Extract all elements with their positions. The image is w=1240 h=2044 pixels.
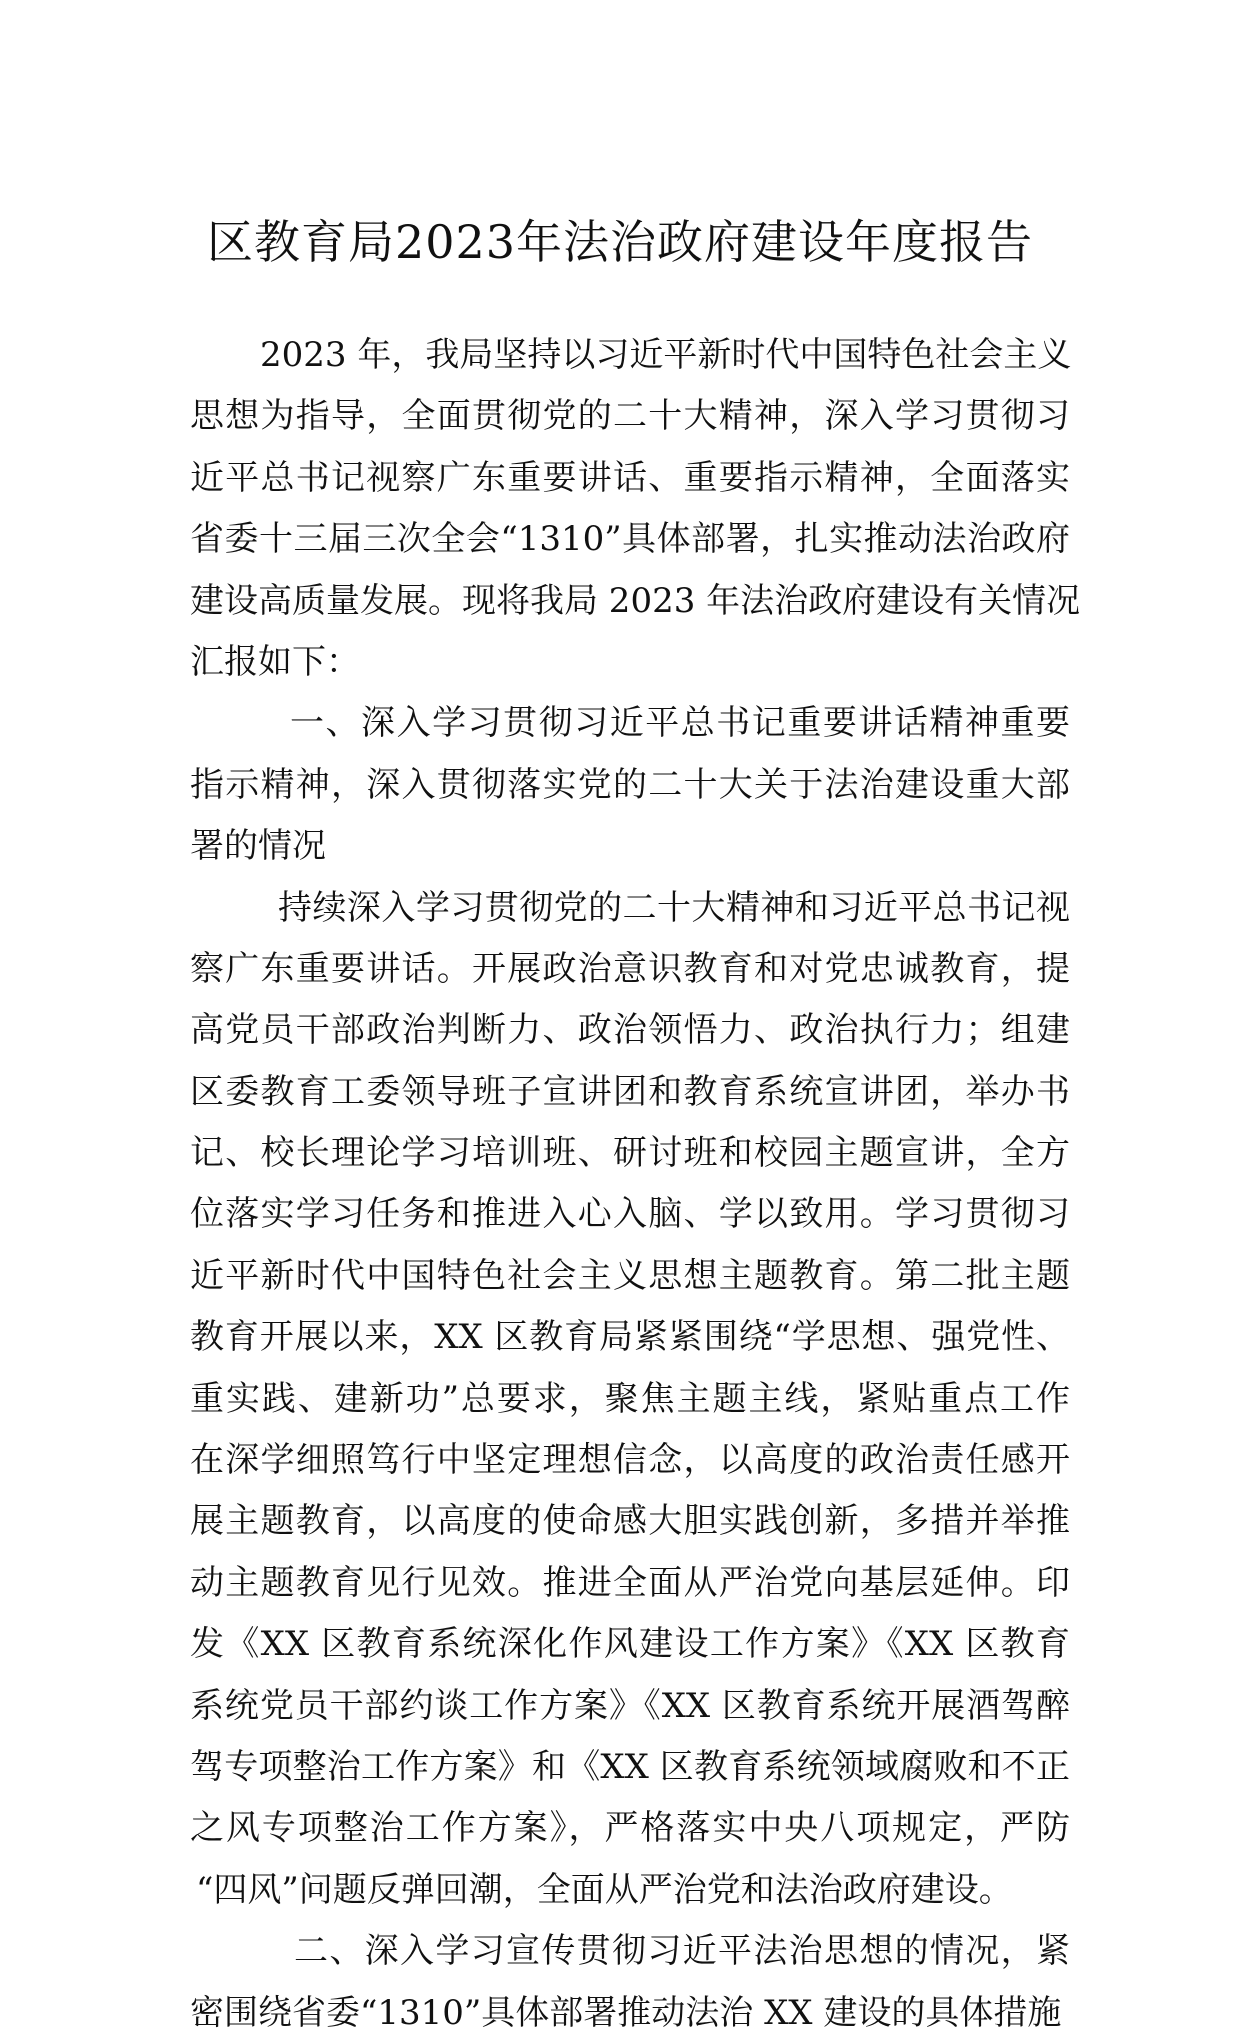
text-line: 区委教育工委领导班子宣讲团和教育系统宣讲团，举办书 <box>190 1071 1070 1112</box>
text-line: 省委十三届三次全会“1310”具体部署，扎实推动法治政府 <box>190 519 1070 560</box>
text-line: 在深学细照笃行中坚定理想信念，以高度的政治责任感开 <box>190 1440 1070 1481</box>
text-line: 记、校长理论学习培训班、研讨班和校园主题宣讲，全方 <box>190 1133 1070 1174</box>
text-line: 近平新时代中国特色社会主义思想主题教育。第二批主题 <box>190 1255 1070 1296</box>
text-line: 2023 年，我局坚持以习近平新时代中国特色社会主义 <box>260 335 1072 375</box>
section-heading-2 <box>190 1921 1070 2044</box>
heading-line: 指示精神，深入贯彻落实党的二十大关于法治建设重大部 <box>190 764 1070 805</box>
text-line: 发《XX 区教育系统深化作风建设工作方案》《XX 区教育 <box>190 1624 1070 1665</box>
text-line: 之风专项整治工作方案》，严格落实中央八项规定，严防 <box>190 1808 1070 1849</box>
text-line: 近平总书记视察广东重要讲话、重要指示精神，全面落实 <box>190 457 1070 498</box>
section-heading-1 <box>190 693 1070 877</box>
text-line: 建设高质量发展。现将我局 2023 年法治政府建设有关情况 <box>190 580 1081 621</box>
text-line: 教育开展以来，XX 区教育局紧紧围绕“学思想、强党性、 <box>190 1317 1070 1358</box>
heading-line: 二、深入学习宣传贯彻习近平法治思想的情况，紧 <box>294 1931 1070 1972</box>
heading-line: 署的情况 <box>190 826 326 867</box>
text-line: 系统党员干部约谈工作方案》《XX 区教育系统开展酒驾醉 <box>190 1685 1070 1726</box>
text-line: 动主题教育见行见效。推进全面从严治党向基层延伸。印 <box>190 1562 1070 1603</box>
paragraph-section-1 <box>190 878 1070 1922</box>
text-line: 汇报如下： <box>190 641 360 682</box>
text-line: 高党员干部政治判断力、政治领悟力、政治执行力；组建 <box>190 1010 1070 1051</box>
document-body <box>190 325 1081 2044</box>
document-title: 区教育局2023年法治政府建设年度报告 <box>206 215 1034 269</box>
text-line: 驾专项整治工作方案》和《XX 区教育系统领域腐败和不正 <box>190 1746 1070 1787</box>
text-line: “四风”问题反弹回潮，全面从严治党和法治政府建设。 <box>196 1869 1013 1910</box>
text-line: 持续深入学习贯彻党的二十大精神和习近平总书记视 <box>278 887 1070 928</box>
heading-line: 密围绕省委“1310”具体部署推动法治 XX 建设的具体措施 <box>190 1992 1062 2033</box>
paragraph-intro <box>190 325 1081 693</box>
text-line: 察广东重要讲话。开展政治意识教育和对党忠诚教育，提 <box>190 948 1070 989</box>
text-line: 位落实学习任务和推进入心入脑、学以致用。学习贯彻习 <box>190 1194 1070 1235</box>
heading-line: 一、深入学习贯彻习近平总书记重要讲话精神重要 <box>290 703 1070 744</box>
text-line: 展主题教育，以高度的使命感大胆实践创新，多措并举推 <box>190 1501 1070 1542</box>
text-line: 思想为指导，全面贯彻党的二十大精神，深入学习贯彻习 <box>190 396 1070 437</box>
text-line: 重实践、建新功”总要求，聚焦主题主线，紧贴重点工作 <box>190 1378 1070 1419</box>
